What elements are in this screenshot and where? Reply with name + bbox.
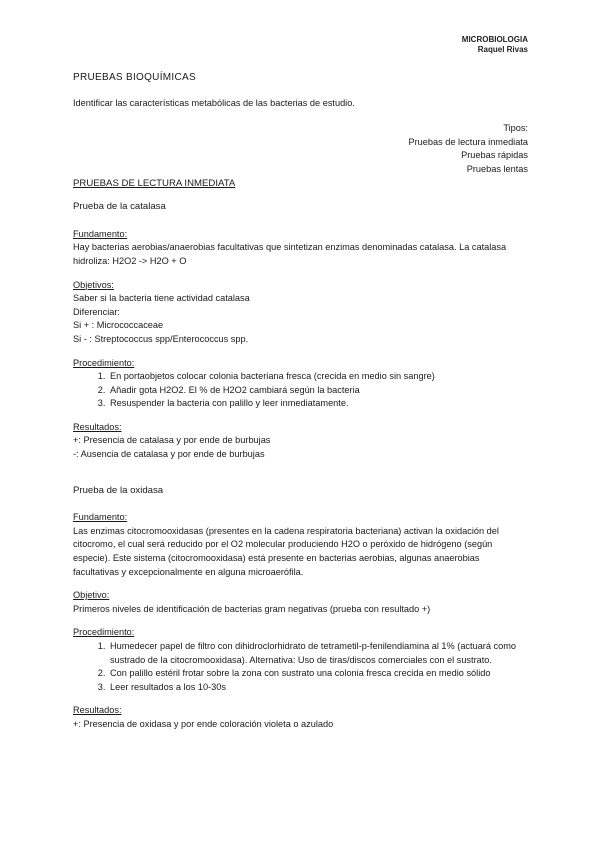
catalasa-procedimiento-list xyxy=(73,370,528,411)
document-body xyxy=(73,71,528,732)
oxidasa-title: Prueba de la oxidasa xyxy=(73,484,164,496)
procedimiento-step: 3. Resuspender la bacteria con palillo y leer inmediatamente. xyxy=(108,397,528,411)
intro-text: Identificar las características metabólicas de las bacterias de estudio. xyxy=(73,97,355,108)
catalasa-objetivos-label: Objetivos: xyxy=(73,279,114,290)
document-title: PRUEBAS BIOQUÍMICAS xyxy=(73,72,196,83)
catalasa-title: Prueba de la catalasa xyxy=(73,201,166,213)
catalasa-objetivo-line: Si - : Streptococcus spp/Enterococcus spp. xyxy=(73,333,249,344)
oxidasa-objetivo-text: Primeros niveles de identificación de bacterias gram negativas (prueba con resultado +) xyxy=(73,603,431,614)
header-author: Raquel Rivas xyxy=(477,45,528,54)
oxidasa-resultado-line: +: Presencia de oxidasa y por ende coloración violeta o azulado xyxy=(73,718,334,729)
tipos-item: Pruebas rápidas xyxy=(461,150,528,161)
catalasa-fundamento-label: Fundamento: xyxy=(73,228,128,239)
oxidasa-procedimiento-list xyxy=(73,640,528,694)
oxidasa-fundamento-label: Fundamento: xyxy=(73,512,128,523)
tipos-item: Pruebas de lectura inmediata xyxy=(408,136,528,147)
procedimiento-step: 1. Humedecer papel de filtro con dihidroclorhidrato de tetrametil-p-fenilendiamina al 1% (actuará como sustrado de la citocromooxidasa). Alternativa: Uso de tiras/discos comerciales con el sustrato. xyxy=(108,640,528,667)
procedimiento-step: 3. Leer resultados a los 10-30s xyxy=(108,681,528,695)
catalasa-resultado-line: +: Presencia de catalasa y por ende de burbujas xyxy=(73,435,271,446)
tipos-label: Tipos: xyxy=(503,123,528,134)
catalasa-resultados-label: Resultados: xyxy=(73,421,122,432)
catalasa-objetivo-line: Diferenciar: xyxy=(73,306,120,317)
catalasa-procedimiento-label: Procedimiento: xyxy=(73,357,135,368)
page-header xyxy=(462,35,528,55)
procedimiento-step: 1. En portaobjetos colocar colonia bacteriana fresca (crecida en medio sin sangre) xyxy=(108,370,528,384)
procedimiento-step: 2. Con palillo estéril frotar sobre la zona con sustrato una colonia fresca crecida en medio sólido xyxy=(108,667,528,681)
oxidasa-objetivo-label: Objetivo: xyxy=(73,590,110,601)
procedimiento-step: 2. Añadir gota H2O2. El % de H2O2 cambiará según la bacteria xyxy=(108,384,528,398)
tipos-item: Pruebas lentas xyxy=(466,163,528,174)
oxidasa-procedimiento-label: Procedimiento: xyxy=(73,627,135,638)
header-subject: MICROBIOLOGIA xyxy=(461,35,528,44)
catalasa-fundamento-text: Hay bacterias aerobias/anaerobias facultativas que sintetizan enzimas denominadas catalasa. La catalasa hidroliza: H2O2 -> H2O + O xyxy=(73,242,507,266)
catalasa-objetivo-line: Si + : Micrococcaceae xyxy=(73,320,164,331)
catalasa-resultado-line: -: Ausencia de catalasa y por ende de burbujas xyxy=(73,449,265,460)
catalasa-objetivo-line: Saber si la bacteria tiene actividad catalasa xyxy=(73,293,250,304)
oxidasa-fundamento-text: Las enzimas citocromooxidasas (presentes en la cadena respiratoria bacteriana) activan la oxidación del citocromo, el cual será reducido por el O2 molecular produciendo H2O o peróxido de hidrógeno (según especie). Este sistema (citocromooxidasa) está presente en bacterias aerobias, algunas anaerobias facultativas y excepcionalmente en alguna microaerófila. xyxy=(73,525,499,577)
tipos-list xyxy=(73,122,528,176)
section-title: PRUEBAS DE LECTURA INMEDIATA xyxy=(73,177,236,189)
oxidasa-resultados-label: Resultados: xyxy=(73,705,122,716)
